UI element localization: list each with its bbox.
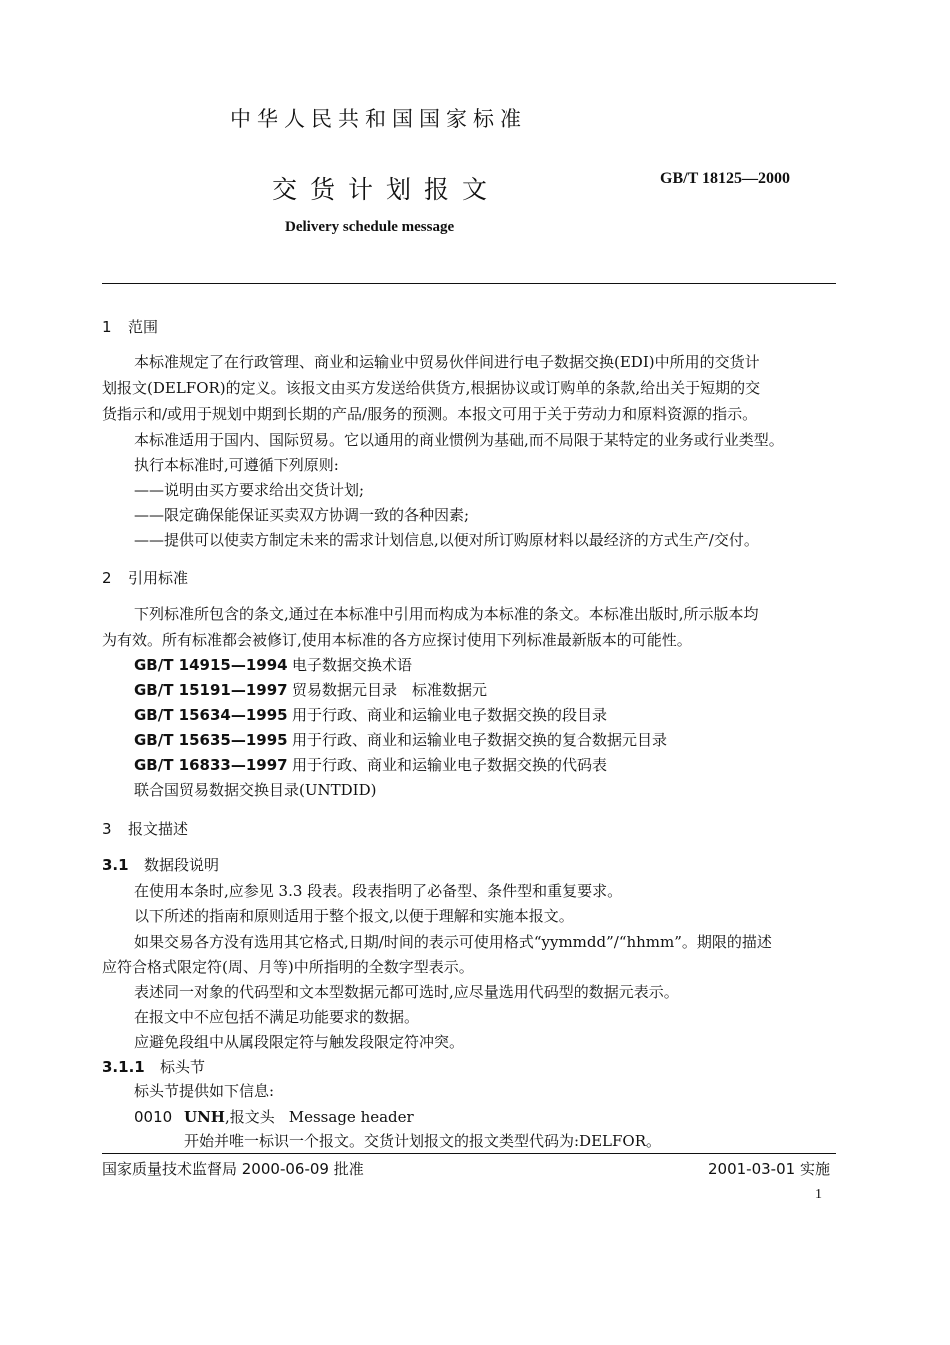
approval-info: 国家质量技术监督局 2000-06-09 批准	[102, 1160, 364, 1178]
subsection-title: 标头节	[160, 1058, 206, 1076]
segment-name-cn: ,报文头	[224, 1108, 275, 1126]
reference-title: 贸易数据元目录 标准数据元	[292, 681, 488, 699]
section-number: 2	[102, 569, 112, 587]
subsection-number: 3.1.1	[102, 1058, 145, 1076]
reference-code: GB/T 16833—1997	[134, 756, 288, 774]
page-number: 1	[815, 1187, 822, 1202]
paragraph-line: 划报文(DELFOR)的定义。该报文由买方发送给供货方,根据协议或订购单的条款,给出关于短期的交	[102, 379, 761, 397]
reference-item	[134, 704, 607, 725]
paragraph-line: 本标准适用于国内、国际贸易。它以通用的商业惯例为基础,而不局限于某特定的业务或行业类型。	[134, 431, 784, 449]
section-1-heading	[102, 316, 158, 337]
segment-position: 0010	[134, 1108, 173, 1126]
paragraph-line: 如果交易各方没有选用其它格式,日期/时间的表示可使用格式“yymmdd”/“hhmm”。期限的描述	[134, 933, 772, 951]
list-item: ——提供可以使卖方制定未来的需求计划信息,以便对所订购原材料以最经济的方式生产/交付。	[134, 531, 759, 549]
document-title: 交货计划报文	[272, 175, 501, 204]
reference-code: GB/T 14915—1994	[134, 656, 288, 674]
paragraph-line: 为有效。所有标准都会被修订,使用本标准的各方应探讨使用下列标准最新版本的可能性。	[102, 631, 692, 649]
segment-description: 开始并唯一标识一个报文。交货计划报文的报文类型代码为:DELFOR。	[184, 1132, 661, 1150]
section-number: 3	[102, 820, 112, 838]
reference-item	[134, 729, 667, 750]
untdid-reference: 联合国贸易数据交换目录(UNTDID)	[134, 781, 377, 799]
reference-item	[134, 754, 607, 775]
subsection-3-1-heading	[102, 854, 219, 875]
paragraph-line: 货指示和/或用于规划中期到长期的产品/服务的预测。本报文可用于关于劳动力和原料资源的指示。	[102, 405, 758, 423]
reference-code: GB/T 15191—1997	[134, 681, 288, 699]
paragraph-line: 应避免段组中从属段限定符与触发段限定符冲突。	[134, 1033, 465, 1051]
section-title: 报文描述	[128, 820, 189, 838]
footer-divider	[102, 1153, 836, 1154]
section-3-heading	[102, 818, 188, 839]
paragraph-line: 在使用本条时,应参见 3.3 段表。段表指明了必备型、条件型和重复要求。	[134, 882, 623, 900]
reference-title: 用于行政、商业和运输业电子数据交换的段目录	[292, 706, 608, 724]
section-2-heading	[102, 567, 188, 588]
section-title: 范围	[128, 318, 159, 336]
list-item: ——限定确保能保证买卖双方协调一致的各种因素;	[134, 506, 470, 524]
subsection-3-1-1-heading	[102, 1056, 205, 1077]
paragraph-line: 应符合格式限定符(周、月等)中所指明的全数字型表示。	[102, 958, 474, 976]
reference-title: 用于行政、商业和运输业电子数据交换的复合数据元目录	[292, 731, 668, 749]
subsection-number: 3.1	[102, 856, 129, 874]
standard-number: GB/T 18125—2000	[660, 170, 790, 187]
reference-title: 电子数据交换术语	[292, 656, 413, 674]
paragraph-line: 下列标准所包含的条文,通过在本标准中引用而构成为本标准的条文。本标准出版时,所示版本均	[134, 605, 759, 623]
implementation-date: 2001-03-01 实施	[708, 1160, 830, 1178]
national-standard-title: 中华人民共和国国家标准	[230, 107, 527, 131]
list-item: ——说明由买方要求给出交货计划;	[134, 481, 365, 499]
reference-title: 用于行政、商业和运输业电子数据交换的代码表	[292, 756, 608, 774]
paragraph-line: 在报文中不应包括不满足功能要求的数据。	[134, 1008, 420, 1026]
paragraph-line: 本标准规定了在行政管理、商业和运输业中贸易伙伴间进行电子数据交换(EDI)中所用的交货计	[134, 353, 760, 371]
paragraph-line: 执行本标准时,可遵循下列原则:	[134, 456, 339, 474]
segment-name-en: Message header	[288, 1108, 414, 1126]
reference-code: GB/T 15635—1995	[134, 731, 288, 749]
segment-entry	[134, 1106, 414, 1127]
reference-code: GB/T 15634—1995	[134, 706, 288, 724]
paragraph-line: 以下所述的指南和原则适用于整个报文,以便于理解和实施本报文。	[134, 907, 574, 925]
section-title: 引用标准	[128, 569, 189, 587]
header-divider	[102, 283, 836, 284]
paragraph-line: 标头节提供如下信息:	[134, 1082, 275, 1100]
english-title: Delivery schedule message	[285, 219, 455, 235]
segment-tag: UNH	[184, 1108, 225, 1126]
subsection-title: 数据段说明	[144, 856, 220, 874]
paragraph-line: 表述同一对象的代码型和文本型数据元都可选时,应尽量选用代码型的数据元表示。	[134, 983, 679, 1001]
section-number: 1	[102, 318, 112, 336]
reference-item	[134, 679, 487, 700]
reference-item	[134, 654, 412, 675]
